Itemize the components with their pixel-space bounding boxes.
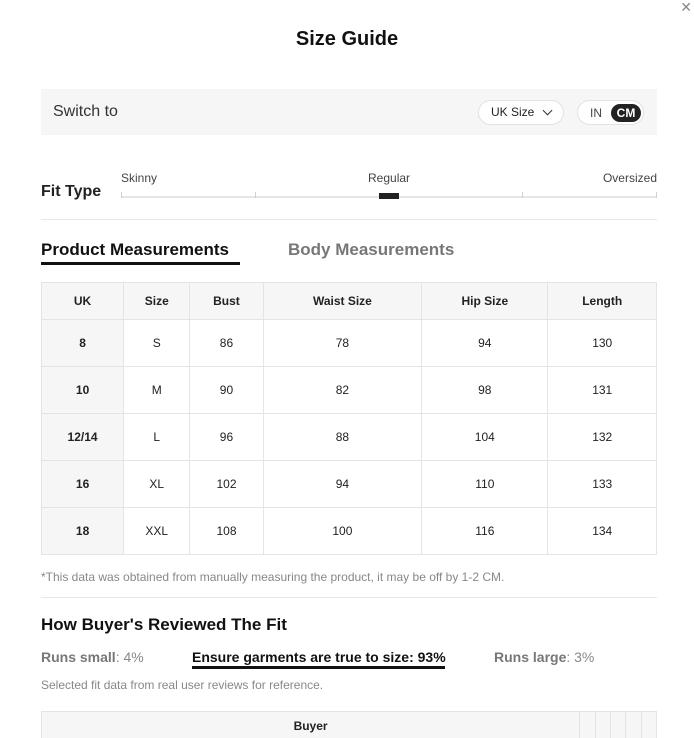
runs-large-stat: [494, 649, 594, 665]
table-header-row: [42, 283, 657, 320]
column-header-waist: Waist Size: [263, 283, 422, 320]
cell-length: 132: [548, 414, 657, 461]
table-row: [42, 367, 657, 414]
fit-scale-tick: [255, 192, 256, 198]
fit-scale-regular: Regular: [368, 171, 411, 185]
cell-hip: 98: [422, 367, 548, 414]
table-row: [42, 414, 657, 461]
cell-uk: 12/14: [42, 414, 124, 461]
cell-waist: 88: [263, 414, 422, 461]
true-to-size-stat: Ensure garments are true to size: 93%: [192, 649, 446, 665]
fit-scale-tick: [121, 192, 122, 198]
cell-waist: 78: [263, 320, 422, 367]
column-header-buyer: Buyer: [42, 712, 580, 738]
cell-uk: 16: [42, 461, 124, 508]
unit-toggle: [577, 100, 644, 125]
page-title: Size Guide: [295, 28, 399, 50]
cell-hip: 94: [422, 320, 548, 367]
table-row: [42, 508, 657, 555]
cell-hip: 104: [422, 414, 548, 461]
cell-length: 130: [548, 320, 657, 367]
unit-cm-button[interactable]: CM: [611, 104, 641, 122]
tab-product-measurements[interactable]: Product Measurements: [41, 240, 229, 259]
runs-small-label: Runs small: [41, 649, 116, 665]
size-system-value: UK Size: [491, 105, 535, 119]
fit-scale-tick: [522, 192, 523, 198]
cell-waist: 94: [263, 461, 422, 508]
runs-large-value: : 3%: [566, 649, 595, 665]
column-header-hip: Hip Size: [422, 283, 548, 320]
cell-length: 131: [548, 367, 657, 414]
cell-waist: 82: [263, 367, 422, 414]
divider: [41, 597, 657, 598]
column-header-bust: Bust: [190, 283, 263, 320]
cell-size: L: [124, 414, 190, 461]
cell-bust: 102: [190, 461, 263, 508]
cell-size: XL: [124, 461, 190, 508]
cell-bust: 86: [190, 320, 263, 367]
true-to-size-underline: [192, 666, 445, 669]
measurement-note: *This data was obtained from manually measuring the product, it may be off by 1-2 CM.: [41, 570, 505, 584]
size-table: [41, 282, 657, 555]
column-header-size: Size: [124, 283, 190, 320]
unit-in-button[interactable]: IN: [590, 106, 602, 120]
unit-switch-bar: [41, 89, 657, 135]
cell-bust: 90: [190, 367, 263, 414]
table-row: [42, 320, 657, 367]
fit-scale-tick: [656, 192, 657, 198]
cell-bust: 96: [190, 414, 263, 461]
cell-uk: 18: [42, 508, 124, 555]
runs-small-stat: [41, 649, 144, 665]
tab-body-measurements[interactable]: Body Measurements: [288, 240, 455, 259]
column-header: [641, 712, 656, 738]
fit-scale-skinny: Skinny: [121, 171, 158, 185]
column-header: [595, 712, 610, 738]
review-fit-note: Selected fit data from real user reviews for reference.: [41, 678, 324, 692]
runs-large-label: Runs large: [494, 649, 567, 665]
column-header: [610, 712, 625, 738]
fit-scale-marker: [379, 193, 399, 199]
size-system-dropdown[interactable]: [478, 100, 564, 125]
close-icon[interactable]: ✕: [680, 0, 692, 15]
review-fit-title: How Buyer's Reviewed The Fit: [41, 615, 287, 634]
cell-hip: 110: [422, 461, 548, 508]
divider: [41, 219, 657, 220]
cell-waist: 100: [263, 508, 422, 555]
cell-size: XXL: [124, 508, 190, 555]
cell-size: S: [124, 320, 190, 367]
cell-uk: 8: [42, 320, 124, 367]
column-header-length: Length: [548, 283, 657, 320]
column-header-uk: UK: [42, 283, 124, 320]
column-header: [626, 712, 641, 738]
switch-label: Switch to: [53, 103, 118, 120]
cell-size: M: [124, 367, 190, 414]
cell-length: 133: [548, 461, 657, 508]
buyer-table: [41, 711, 657, 738]
cell-bust: 108: [190, 508, 263, 555]
runs-small-value: : 4%: [115, 649, 144, 665]
table-header-row: [42, 712, 657, 738]
chevron-down-icon: [543, 106, 553, 116]
cell-hip: 116: [422, 508, 548, 555]
fit-type-label: Fit Type: [41, 183, 102, 200]
active-tab-indicator: [41, 262, 240, 265]
column-header: [580, 712, 595, 738]
cell-uk: 10: [42, 367, 124, 414]
fit-scale-oversized: Oversized: [602, 171, 657, 185]
cell-length: 134: [548, 508, 657, 555]
table-row: [42, 461, 657, 508]
